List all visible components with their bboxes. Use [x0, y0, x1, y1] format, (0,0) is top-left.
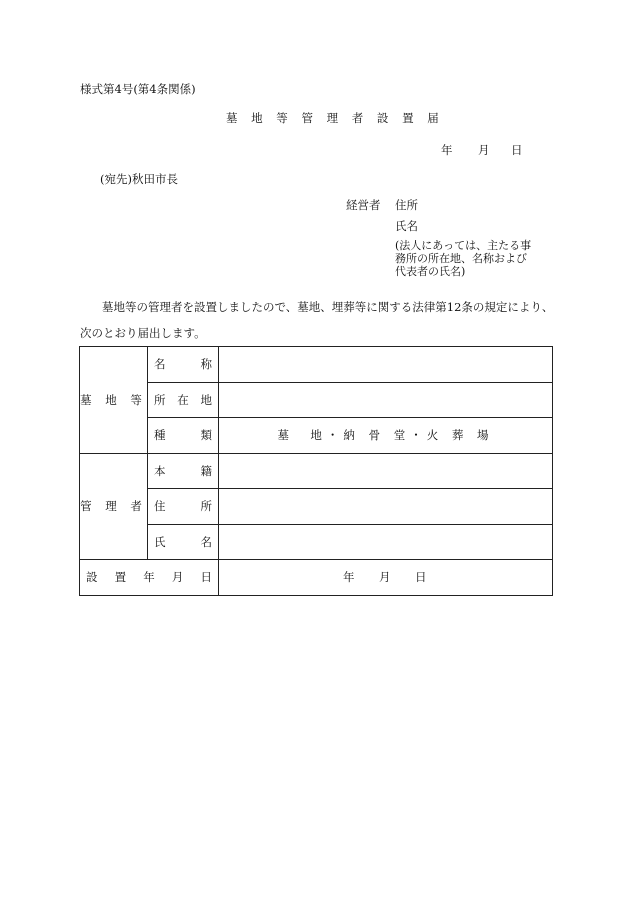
field-value-fullname[interactable]: [219, 524, 553, 560]
addressee: (宛先)秋田市長: [100, 172, 178, 186]
field-value-address[interactable]: [219, 489, 553, 525]
applicant-name-label: 氏名: [395, 219, 418, 233]
form-title: 墓 地 等 管 理 者 設 置 届: [226, 111, 444, 125]
table-row: [80, 560, 553, 596]
field-label-address: 住 所: [148, 489, 219, 525]
group-label-manager: 管 理 者: [80, 453, 148, 560]
field-label-name: 名 称: [148, 347, 219, 383]
table-row: [80, 489, 553, 525]
field-value-name[interactable]: [219, 347, 553, 383]
field-value-domicile[interactable]: [219, 453, 553, 489]
field-value-type[interactable]: 墓 地・納 骨 堂・火 葬 場: [219, 418, 553, 454]
applicant-label: 経営者: [346, 198, 381, 212]
table-row: [80, 347, 553, 383]
header-date-year: 年: [441, 143, 453, 157]
form-number: 様式第4号(第4条関係): [80, 82, 196, 96]
field-label-domicile: 本 籍: [148, 453, 219, 489]
field-label-fullname: 氏 名: [148, 524, 219, 560]
field-label-type: 種 類: [148, 418, 219, 454]
applicant-address-label: 住所: [395, 198, 418, 212]
field-label-setup-date: 設 置 年 月 日: [80, 560, 219, 596]
header-date-day: 日: [511, 143, 523, 157]
table-row: [80, 382, 553, 418]
field-value-location[interactable]: [219, 382, 553, 418]
table-row: [80, 418, 553, 454]
applicant-note: (法人にあっては、主たる事務所の所在地、名称および代表者の氏名): [395, 239, 532, 278]
header-date-month: 月: [478, 143, 490, 157]
field-label-location: 所 在 地: [148, 382, 219, 418]
table-row: [80, 453, 553, 489]
field-value-setup-date[interactable]: 年 月 日: [219, 560, 553, 596]
table-row: [80, 524, 553, 560]
notification-table: [79, 346, 553, 596]
group-label-cemetery: 墓 地 等: [80, 347, 148, 454]
body-text: 墓地等の管理者を設置しましたので、墓地、埋葬等に関する法律第12条の規定により、次のとおり届出します。: [80, 300, 554, 340]
